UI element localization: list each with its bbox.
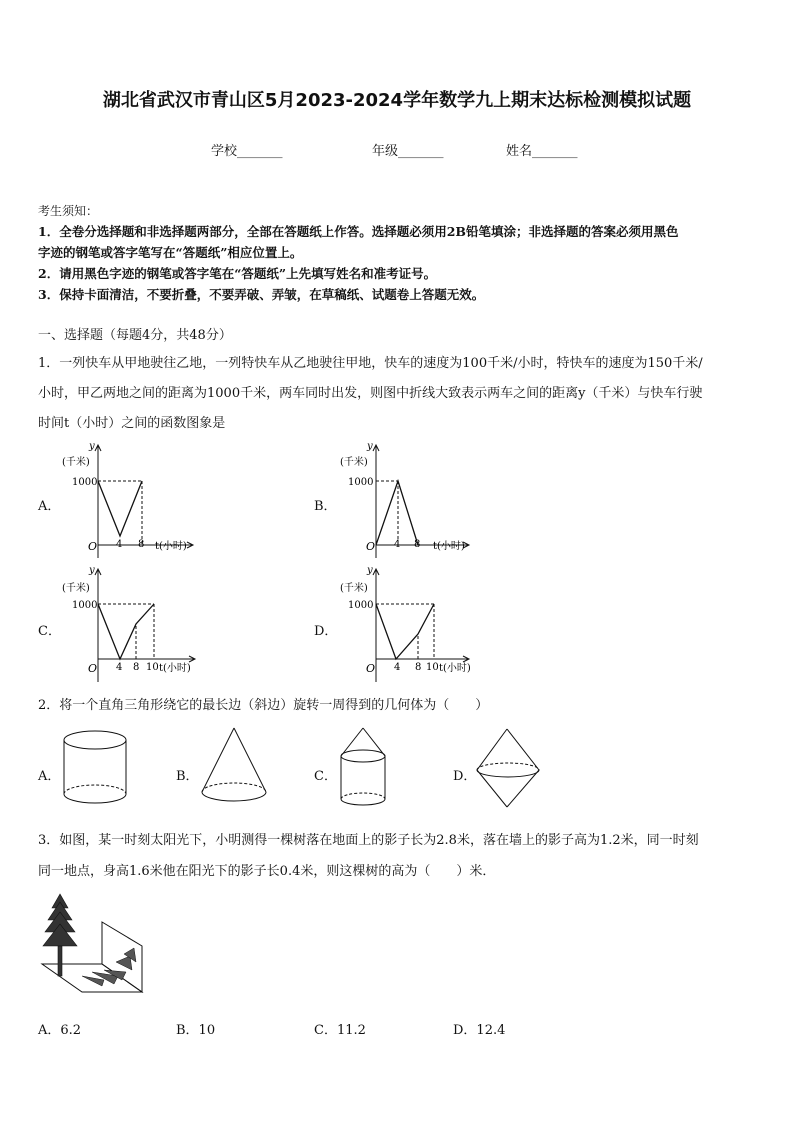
school-field[interactable]: 学校_______ [211, 144, 283, 159]
graph-a-y-tick: 1000 [72, 477, 98, 488]
graph-c-y-tick: 1000 [72, 600, 98, 611]
q3-option-a[interactable]: A．6.2 [38, 1023, 82, 1038]
cone-figure [198, 726, 270, 810]
notice-item-1-cont: 字迹的钢笔或答字笔写在“答题纸”相应位置上。 [38, 245, 303, 260]
q2-text: 2．将一个直角三角形绕它的最长边（斜边）旋转一周得到的几何体为（ ） [38, 698, 489, 713]
graph-a-y-label: y [89, 441, 95, 452]
graph-c-origin: O [88, 662, 98, 675]
q3-option-c[interactable]: C．11.2 [314, 1023, 366, 1038]
graph-b-origin: O [366, 540, 376, 553]
notice-item-3: 3．保持卡面清洁，不要折叠，不要弄破、弄皱，在草稿纸、试题卷上答题无效。 [38, 287, 485, 302]
q1-line-2: 小时，甲乙两地之间的距离为1000千米，两车同时出发，则图中折线大致表示两车之间的距离y（千米）与快车行驶 [38, 386, 703, 401]
graph-a-y-unit: (千米) [62, 457, 90, 468]
q3-line-2: 同一地点，身高1.6米他在阳光下的影子长0.4米，则这棵树的高为（ ）米． [38, 864, 496, 879]
q2-option-d[interactable]: D． [453, 769, 477, 784]
graph-c-x-label: t(小时) [159, 663, 191, 674]
page-title: 湖北省武汉市青山区5月2023-2024学年数学九上期末达标检测模拟试题 [102, 90, 692, 111]
q3-line-1: 3．如图，某一时刻太阳光下，小明测得一棵树落在地面上的影子长为2.8米，落在墙上的影子高为1.2米，同一时刻 [38, 833, 699, 848]
cylinder-figure [60, 726, 132, 810]
q3-option-b[interactable]: B．10 [176, 1023, 216, 1038]
graph-a-x-tick-4: 4 [116, 539, 123, 550]
graph-d-x-label: t(小时) [439, 663, 471, 674]
cone-cylinder-figure [336, 726, 396, 810]
graph-b-y-unit: (千米) [340, 457, 368, 468]
graph-c-x-tick-4: 4 [116, 662, 123, 673]
graph-c-x-tick-10: 10 [146, 662, 159, 673]
graph-d [334, 564, 484, 689]
graph-a-x-tick-8: 8 [138, 539, 145, 550]
q1-line-3: 时间t（小时）之间的函数图象是 [38, 416, 226, 431]
graph-d-x-tick-8: 8 [415, 662, 422, 673]
name-field[interactable]: 姓名_______ [506, 144, 578, 159]
q2-option-a[interactable]: A． [38, 769, 61, 784]
notice-heading: 考生须知： [38, 204, 99, 218]
graph-b-x-tick-8: 8 [414, 539, 421, 550]
q3-option-d[interactable]: D．12.4 [453, 1023, 506, 1038]
graph-d-y-label: y [367, 565, 373, 576]
graph-a [60, 440, 210, 565]
graph-c-y-unit: (千米) [62, 583, 90, 594]
graph-c-y-label: y [89, 565, 95, 576]
tree-shadow-figure [38, 892, 146, 998]
q1-option-a[interactable]: A． [38, 499, 61, 514]
graph-d-x-tick-10: 10 [426, 662, 439, 673]
section-heading: 一、选择题（每题4分，共48分） [38, 328, 232, 343]
notice-item-2: 2．请用黑色字迹的钢笔或答字笔在“答题纸”上先填写姓名和准考证号。 [38, 266, 437, 281]
q1-line-1: 1．一列快车从甲地驶往乙地，一列特快车从乙地驶往甲地，快车的速度为100千米/小时，特快车的速度为150千米/ [38, 356, 703, 371]
graph-b-x-tick-4: 4 [394, 539, 401, 550]
q2-option-c[interactable]: C． [314, 769, 337, 784]
graph-a-origin: O [88, 540, 98, 553]
graph-b-y-tick: 1000 [348, 477, 374, 488]
graph-c [60, 564, 210, 689]
graph-d-origin: O [366, 662, 376, 675]
q1-option-b[interactable]: B． [314, 499, 337, 514]
graph-b-x-label: t(小时) [433, 541, 465, 552]
double-cone-figure [473, 726, 545, 810]
graph-d-y-tick: 1000 [348, 600, 374, 611]
graph-b [334, 440, 484, 565]
graph-a-x-label: t(小时) [155, 541, 187, 552]
graph-d-y-unit: (千米) [340, 583, 368, 594]
notice-item-1: 1．全卷分选择题和非选择题两部分，全部在答题纸上作答。选择题必须用2B铅笔填涂；非选择题的答案必须用黑色 [38, 224, 679, 239]
q1-option-c[interactable]: C． [38, 624, 61, 639]
graph-d-x-tick-4: 4 [394, 662, 401, 673]
q2-option-b[interactable]: B． [176, 769, 199, 784]
graph-c-x-tick-8: 8 [133, 662, 140, 673]
q1-option-d[interactable]: D． [314, 624, 338, 639]
graph-b-y-label: y [367, 441, 373, 452]
grade-field[interactable]: 年级_______ [372, 144, 444, 159]
